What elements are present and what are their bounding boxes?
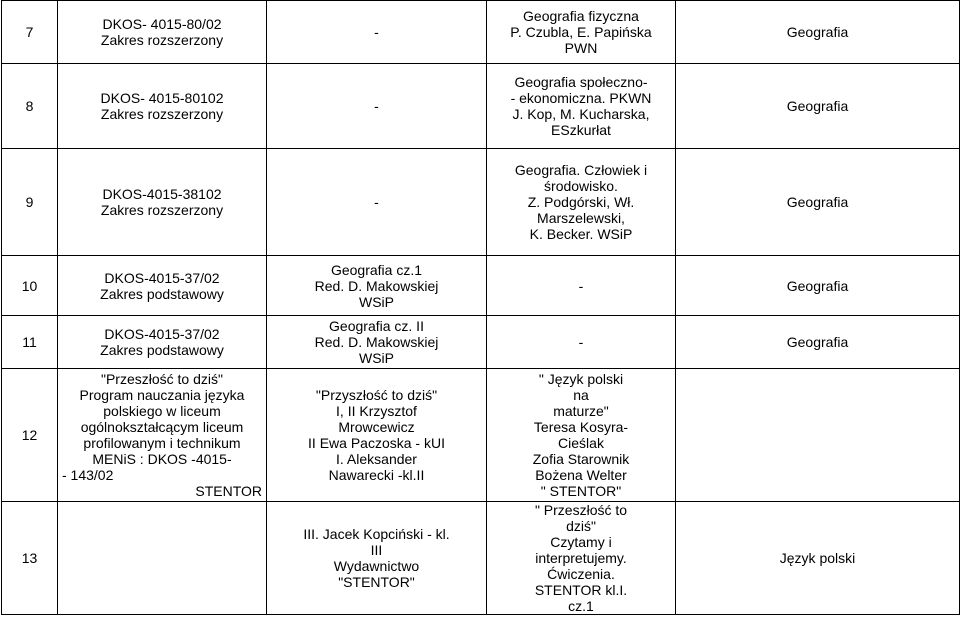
textbook-extended-line: " Przeszłość to bbox=[534, 502, 628, 518]
program-line: "Przeszłość to dziś" bbox=[101, 371, 223, 387]
program-cell bbox=[58, 316, 267, 369]
textbook-basic-line: Geografia cz. II bbox=[329, 318, 424, 334]
program-scope: Zakres podstawowy bbox=[100, 285, 224, 302]
subject-cell: Geografia bbox=[676, 149, 960, 256]
textbook-basic-line: III. Jacek Kopciński - kl. bbox=[303, 526, 450, 542]
program-line: Program nauczania języka bbox=[79, 387, 245, 403]
textbook-extended-line: - bbox=[578, 277, 584, 294]
program-code: DKOS-4015-37/02 bbox=[104, 269, 220, 286]
table-row bbox=[2, 149, 960, 256]
program-line: MENiS : DKOS -4015- bbox=[92, 451, 232, 467]
program-scope: Zakres rozszerzony bbox=[100, 32, 224, 48]
textbook-basic-line: II Ewa Paczoska - kUI bbox=[308, 435, 445, 451]
textbook-extended-cell bbox=[487, 316, 676, 369]
row-number: 12 bbox=[2, 369, 58, 502]
table-row bbox=[2, 256, 960, 316]
textbook-basic-line: Red. D. Makowskiej bbox=[314, 334, 439, 350]
textbook-basic-cell bbox=[267, 502, 487, 615]
textbook-basic-line: I, II Krzysztof bbox=[336, 403, 417, 419]
textbook-extended-line: Geografia fizyczna bbox=[523, 8, 639, 24]
textbook-extended-line: P. Czubla, E. Papińska bbox=[510, 24, 652, 40]
program-code: DKOS- 4015-80/02 bbox=[102, 16, 222, 32]
textbook-extended-line: STENTOR kl.I. bbox=[534, 582, 628, 598]
subject-cell: Geografia bbox=[676, 64, 960, 149]
textbook-basic-line: WSiP bbox=[359, 293, 394, 310]
textbook-basic-line: Red. D. Makowskiej bbox=[314, 277, 439, 294]
textbook-extended-line: Czytamy i bbox=[550, 534, 612, 550]
row-number: 9 bbox=[2, 149, 58, 256]
subject-cell: Geografia bbox=[676, 256, 960, 316]
subject-cell bbox=[676, 369, 960, 502]
table-row bbox=[2, 502, 960, 615]
textbook-basic-line: Geografia cz.1 bbox=[330, 261, 423, 278]
program-cell bbox=[58, 64, 267, 149]
textbook-extended-line: " Język polski bbox=[538, 371, 624, 387]
textbook-extended-line: Geografia społeczno- bbox=[514, 74, 648, 90]
program-line: profilowanym i technikum bbox=[83, 435, 241, 451]
program-line: - 143/02 bbox=[62, 467, 114, 483]
textbook-extended-line: Bożena Welter bbox=[535, 467, 627, 483]
program-code: DKOS-4015-38102 bbox=[102, 186, 222, 202]
textbook-extended-line: na bbox=[573, 387, 589, 403]
textbook-basic-line: - bbox=[374, 194, 379, 210]
table-row bbox=[2, 64, 960, 149]
program-cell bbox=[58, 369, 267, 502]
textbook-extended-line: K. Becker. WSiP bbox=[529, 226, 633, 242]
textbook-extended-line: cz.1 bbox=[568, 598, 594, 614]
textbook-basic-line: III bbox=[370, 542, 383, 558]
program-cell bbox=[58, 256, 267, 316]
program-scope: Zakres rozszerzony bbox=[100, 202, 224, 218]
textbook-basic-line: - bbox=[374, 98, 379, 114]
program-code: DKOS-4015-37/02 bbox=[104, 326, 220, 342]
program-cell bbox=[58, 502, 267, 615]
textbook-extended-line: Cieślak bbox=[558, 435, 604, 451]
textbook-basic-line: WSiP bbox=[359, 350, 394, 366]
subject-cell: Geografia bbox=[676, 1, 960, 64]
textbook-extended-cell bbox=[487, 64, 676, 149]
subject-cell: Język polski bbox=[676, 502, 960, 615]
subject-cell: Geografia bbox=[676, 316, 960, 369]
textbook-basic-cell bbox=[267, 316, 487, 369]
textbook-extended-line: środowisko. bbox=[544, 178, 618, 194]
textbook-basic-line: "Przyszłość to dziś" bbox=[315, 387, 438, 403]
textbook-table bbox=[1, 0, 960, 615]
textbook-extended-line: - ekonomiczna. PKWN bbox=[510, 90, 652, 106]
textbook-extended-cell bbox=[487, 502, 676, 615]
program-line: polskiego w liceum bbox=[103, 403, 221, 419]
textbook-basic-line: I. Aleksander bbox=[336, 451, 417, 467]
textbook-extended-line: " STENTOR" bbox=[540, 483, 622, 499]
textbook-extended-line: Z. Podgórski, Wł. bbox=[527, 194, 635, 210]
program-code: DKOS- 4015-80102 bbox=[100, 90, 224, 106]
textbook-extended-line: ESzkurłat bbox=[551, 122, 611, 138]
textbook-basic-line: - bbox=[374, 24, 379, 40]
row-number: 8 bbox=[2, 64, 58, 149]
program-scope: Zakres rozszerzony bbox=[100, 106, 224, 122]
row-number: 13 bbox=[2, 502, 58, 615]
textbook-extended-cell bbox=[487, 369, 676, 502]
textbook-basic-line: Nawarecki -kl.II bbox=[328, 467, 425, 483]
row-number: 11 bbox=[2, 316, 58, 369]
program-scope: Zakres podstawowy bbox=[100, 342, 224, 358]
textbook-extended-line: maturze" bbox=[553, 403, 609, 419]
textbook-extended-line: dziś" bbox=[566, 518, 596, 534]
textbook-basic-cell bbox=[267, 149, 487, 256]
textbook-extended-line: Ćwiczenia. bbox=[547, 566, 615, 582]
textbook-extended-cell bbox=[487, 149, 676, 256]
textbook-extended-line: interpretujemy. bbox=[535, 550, 627, 566]
textbook-basic-cell bbox=[267, 1, 487, 64]
row-number: 10 bbox=[2, 256, 58, 316]
textbook-extended-line: J. Kop, M. Kucharska, bbox=[512, 106, 650, 122]
textbook-extended-cell bbox=[487, 256, 676, 316]
program-cell bbox=[58, 149, 267, 256]
textbook-extended-cell bbox=[487, 1, 676, 64]
table-row bbox=[2, 316, 960, 369]
row-number: 7 bbox=[2, 1, 58, 64]
textbook-basic-cell bbox=[267, 369, 487, 502]
table-row bbox=[2, 1, 960, 64]
textbook-basic-line: Mrowcewicz bbox=[338, 419, 415, 435]
textbook-basic-line: Wydawnictwo bbox=[333, 558, 420, 574]
textbook-basic-cell bbox=[267, 64, 487, 149]
textbook-extended-line: PWN bbox=[564, 40, 598, 56]
program-publisher: STENTOR bbox=[195, 483, 262, 499]
textbook-extended-line: - bbox=[578, 334, 584, 350]
program-line: ogólnokształcącym liceum bbox=[80, 419, 244, 435]
textbook-extended-line: Teresa Kosyra- bbox=[533, 419, 629, 435]
textbook-extended-line: Zofia Starownik bbox=[532, 451, 630, 467]
table-row bbox=[2, 369, 960, 502]
textbook-basic-line: "STENTOR" bbox=[338, 574, 415, 590]
textbook-extended-line: Geografia. Człowiek i bbox=[514, 162, 648, 178]
textbook-extended-line: Marszelewski, bbox=[537, 210, 625, 226]
textbook-basic-cell bbox=[267, 256, 487, 316]
program-cell bbox=[58, 1, 267, 64]
